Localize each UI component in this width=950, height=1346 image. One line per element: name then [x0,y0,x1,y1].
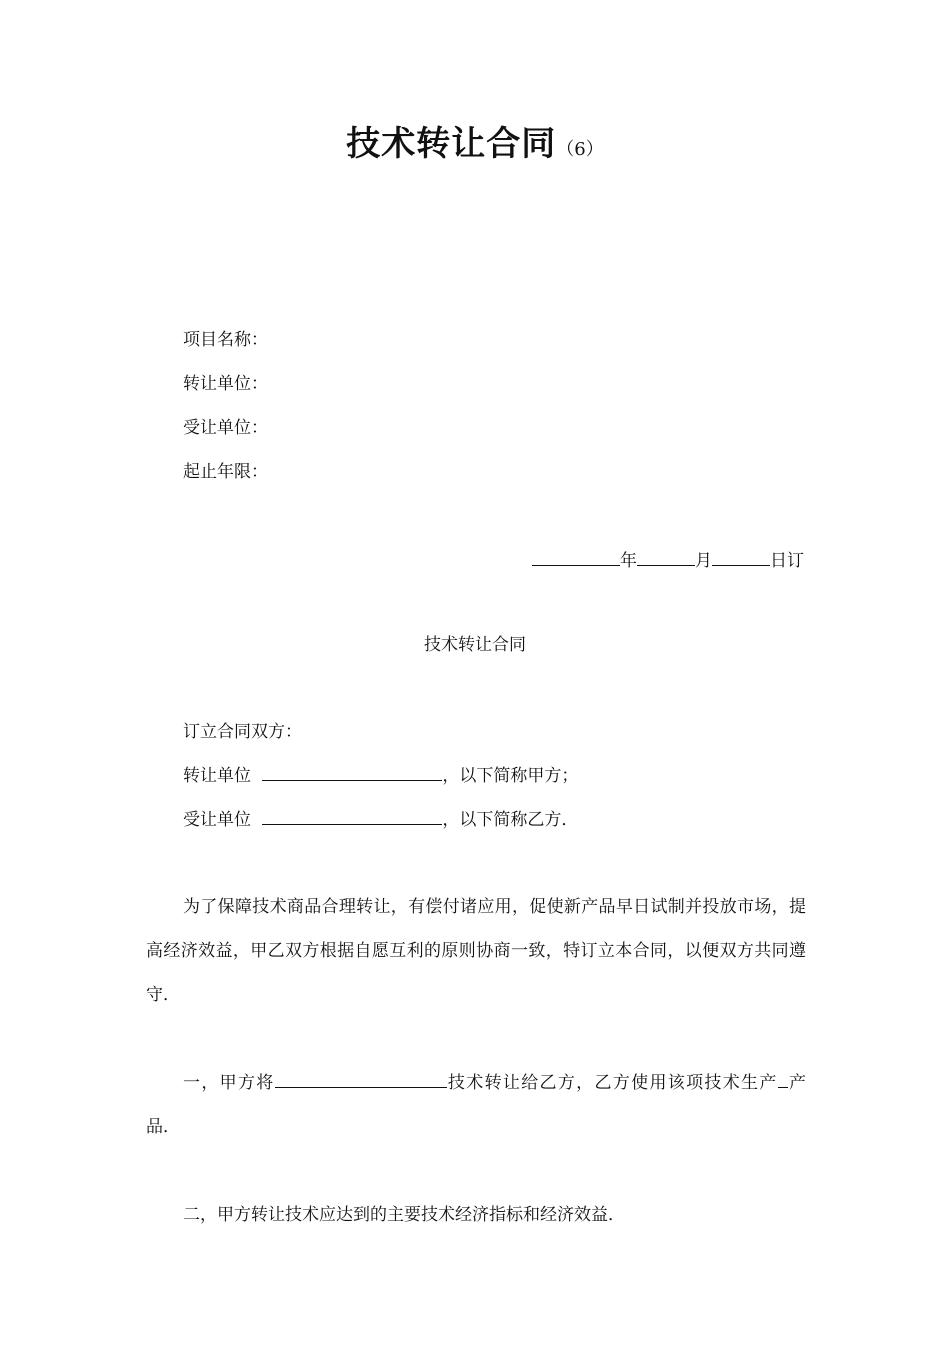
signing-date-line [532,548,804,573]
party-b-blank [262,807,442,825]
party-a-suffix: ，以下简称甲方； [442,766,579,786]
party-a-blank [262,763,442,781]
cover-field-label: 项目名称： [183,330,268,350]
year-label: 年 [620,551,637,571]
cover-field-label: 转让单位： [183,374,268,394]
preamble-paragraph: 为了保障技术商品合理转让，有偿付诸应用，促使新产品早日试制并投放市场，提高经济效益，甲乙双方根据自愿互利的原则协商一致，特订立本合同，以便双方共同遵守． [146,897,806,1005]
cover-field-label: 起止年限： [183,462,268,482]
party-a-line [183,763,578,788]
party-b-line [183,807,578,832]
document-title [0,116,950,165]
clause-2-paragraph: 二，甲方转让技术应达到的主要技术经济指标和经济效益． [183,1205,625,1225]
day-blank [712,548,770,566]
party-a-label: 转让单位 [183,766,251,786]
party-b-suffix: ，以下简称乙方． [442,810,579,830]
clause-1-suffix: 产品． [146,1073,807,1137]
title-text: 技术转让合同 [346,124,557,164]
month-blank [637,548,695,566]
clause-1-middle: 技术转让给乙方，乙方使用该项技术生产 [446,1073,778,1093]
cover-field-term [183,460,268,484]
party-b-label: 受让单位 [183,810,251,830]
contract-subtitle: 技术转让合同 [424,635,526,655]
year-blank [532,548,620,566]
day-sign-label: 日订 [770,551,804,571]
clause-1-tech-blank [275,1070,447,1088]
title-suffix: （6） [556,139,604,160]
cover-field-transferee [183,416,268,440]
month-label: 月 [695,551,712,571]
clause-1-paragraph [146,1061,806,1149]
parties-heading: 订立合同双方： [183,722,302,742]
cover-field-project-name [183,328,268,352]
clause-1-product-blank [778,1070,788,1088]
clause-1-prefix: 一，甲方将 [183,1073,275,1093]
cover-field-label: 受让单位： [183,418,268,438]
cover-field-transferor [183,372,268,396]
